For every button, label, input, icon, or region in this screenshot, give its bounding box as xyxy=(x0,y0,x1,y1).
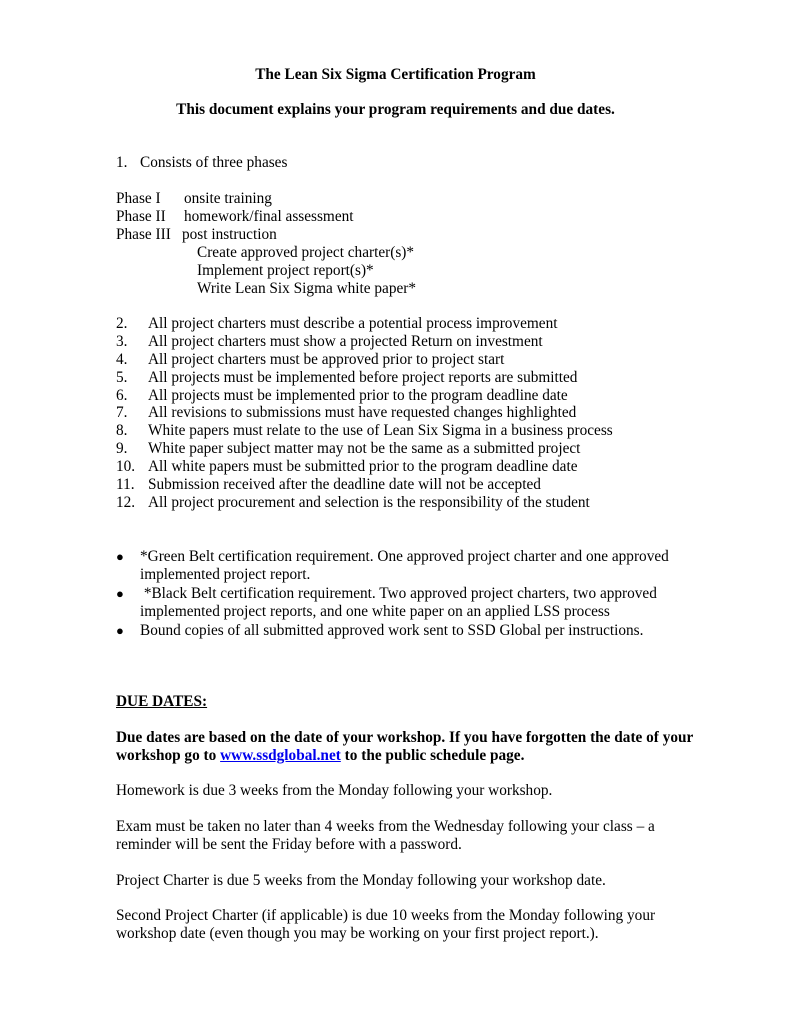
phases-intro xyxy=(116,154,287,172)
requirement-item xyxy=(116,440,580,458)
list-text: Consists of three phases xyxy=(140,154,288,171)
list-text: All project charters must describe a potential process improvement xyxy=(148,315,558,332)
list-text: All project charters must be approved prior to project start xyxy=(148,351,505,368)
bullet-icon: ● xyxy=(116,549,124,564)
requirement-item xyxy=(116,333,543,351)
bullet-text: *Black Belt certification requirement. Two approved project charters, two approved implemented project reports, and one white paper on an applied LSS process xyxy=(140,585,661,620)
list-number: 2. xyxy=(116,315,128,332)
bullet-icon: ● xyxy=(116,586,124,601)
list-number: 3. xyxy=(116,333,128,350)
list-number: 10. xyxy=(116,458,136,475)
phase-row xyxy=(116,190,272,208)
due-paragraph-charter: Project Charter is due 5 weeks from the Monday following your workshop date. xyxy=(116,872,606,889)
due-dates-heading: DUE DATES: xyxy=(116,693,208,710)
due-paragraph-exam: Exam must be taken no later than 4 weeks from the Wednesday following your class – a reminder will be sent the Friday before with a password. xyxy=(116,818,655,853)
requirement-item xyxy=(116,315,557,333)
requirement-item xyxy=(116,422,613,440)
list-text: All projects must be implemented before project reports are submitted xyxy=(148,369,578,386)
requirement-item xyxy=(116,351,504,369)
requirement-item xyxy=(116,387,568,405)
phase-name: Phase I xyxy=(116,190,161,207)
list-number: 8. xyxy=(116,422,128,439)
bullet-item xyxy=(116,548,716,584)
requirement-item xyxy=(116,369,577,387)
requirement-item xyxy=(116,494,590,512)
list-number: 11. xyxy=(116,476,135,493)
bullet-icon: ● xyxy=(116,623,124,638)
phase-sub-item: Create approved project charter(s)* xyxy=(197,244,415,261)
document-subtitle: This document explains your program requirements and due dates. xyxy=(176,101,615,118)
bullet-item xyxy=(116,622,716,640)
document-title: The Lean Six Sigma Certification Program xyxy=(255,66,536,83)
due-intro-text: Due dates are based on the date of your workshop. If you have forgotten the date of your workshop go to xyxy=(116,729,694,764)
list-text: White papers must relate to the use of Lean Six Sigma in a business process xyxy=(148,422,613,439)
phase-sub-item: Implement project report(s)* xyxy=(197,262,374,279)
list-number: 6. xyxy=(116,387,128,404)
list-text: All projects must be implemented prior to the program deadline date xyxy=(148,387,568,404)
list-number: 12. xyxy=(116,494,136,511)
list-number: 1. xyxy=(116,154,128,171)
phase-name: Phase III xyxy=(116,226,171,243)
phase-sub-item: Write Lean Six Sigma white paper* xyxy=(197,280,417,297)
list-number: 9. xyxy=(116,440,128,457)
requirement-item xyxy=(116,458,577,476)
phase-name: Phase II xyxy=(116,208,166,225)
phase-desc: onsite training xyxy=(184,190,272,207)
due-intro-text-end: to the public schedule page. xyxy=(340,747,525,764)
list-text: All white papers must be submitted prior to the program deadline date xyxy=(148,458,578,475)
requirement-item xyxy=(116,404,576,422)
phase-desc: homework/final assessment xyxy=(184,208,354,225)
ssdglobal-link[interactable]: www.ssdglobal.net xyxy=(220,747,341,764)
list-text: All project procurement and selection is the responsibility of the student xyxy=(148,494,590,511)
phase-row xyxy=(116,208,354,226)
list-number: 4. xyxy=(116,351,128,368)
due-dates-intro xyxy=(116,729,716,765)
list-number: 7. xyxy=(116,404,128,421)
bullet-item xyxy=(116,585,716,621)
due-paragraph-second-charter: Second Project Charter (if applicable) is due 10 weeks from the Monday following your workshop date (even though you may be working on your first project report.). xyxy=(116,907,656,942)
list-text: All project charters must show a projected Return on investment xyxy=(148,333,543,350)
phase-desc: post instruction xyxy=(182,226,277,243)
phase-row xyxy=(116,226,277,244)
bullet-text: *Green Belt certification requirement. One approved project charter and one approved implemented project report. xyxy=(140,548,669,583)
due-paragraph-homework: Homework is due 3 weeks from the Monday following your workshop. xyxy=(116,782,553,799)
bullet-text: Bound copies of all submitted approved work sent to SSD Global per instructions. xyxy=(140,622,644,639)
list-text: White paper subject matter may not be the same as a submitted project xyxy=(148,440,581,457)
list-text: All revisions to submissions must have requested changes highlighted xyxy=(148,404,577,421)
requirement-item xyxy=(116,476,541,494)
list-text: Submission received after the deadline date will not be accepted xyxy=(148,476,541,493)
list-number: 5. xyxy=(116,369,128,386)
